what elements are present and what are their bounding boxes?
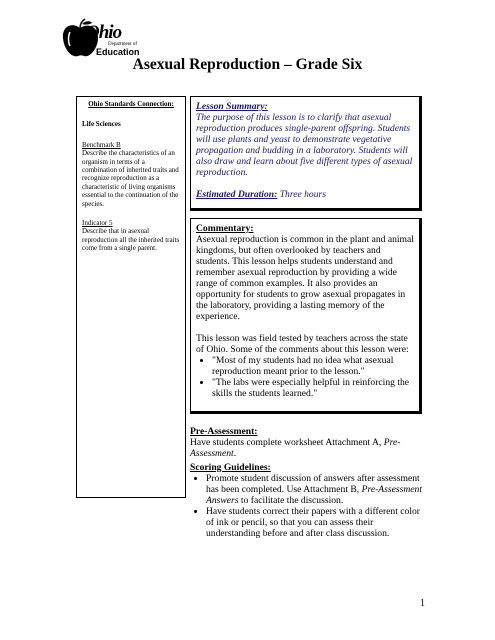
pre-assessment-section	[190, 426, 430, 459]
commentary-heading: Commentary:	[196, 223, 254, 234]
commentary-paragraph-2: This lesson was field tested by teachers across the state of Ohio. Some of the comments about this lesson were:	[196, 333, 409, 355]
summary-text: The purpose of this lesson is to clarify that asexual reproduction produces single-parent offspring. Students will use plants and yeast to demonstrate vegetative propagation and budding in a laboratory. Students will also draw and learn about five different types of asexual reproduction.	[196, 112, 413, 178]
indicator-text: Describe that in asexual reproduction all the inherited traits come from a single parent.	[82, 227, 180, 253]
subject-label: Life Sciences	[82, 120, 121, 129]
logo-state-name: Ohio	[86, 22, 122, 43]
standards-heading: Ohio Standards Connection:	[88, 100, 174, 108]
lesson-summary-box	[190, 96, 422, 211]
summary-heading: Lesson Summary:	[196, 101, 268, 112]
page-number: 1	[420, 598, 425, 609]
logo-department: Department of	[108, 42, 138, 47]
duration-label: Estimated Duration:	[196, 189, 278, 200]
benchmark-text: Describe the characteristics of an organism in terms of a combination of inherited traits and recognize reproduction as a characteristic of living organisms essential to the continuation of the species.	[82, 149, 179, 208]
duration-value: Three hours	[279, 189, 326, 200]
list-item: • "The labs were especially helpful in reinforcing the skills the students learned."	[212, 377, 414, 399]
pre-assessment-heading: Pre-Assessment:	[190, 426, 258, 437]
page-title: Asexual Reproduction – Grade Six	[132, 56, 363, 73]
indicator-label: Indicator 5	[82, 219, 113, 228]
list-item: • "Most of my students had no idea what asexual reproduction meant prior to the lesson."	[212, 355, 414, 377]
logo-agency: Education	[96, 47, 140, 57]
scoring-heading: Scoring Guidelines:	[190, 462, 271, 473]
pre-assessment-text: Have students complete worksheet Attachment A, Pre-Assessment.	[190, 437, 401, 459]
commentary-box	[190, 218, 422, 414]
benchmark-label: Benchmark B	[82, 140, 121, 149]
standards-sidebar	[76, 96, 186, 498]
commentary-paragraph-1: Asexual reproduction is common in the plant and animal kingdoms, but often overlooked by teachers and students. This lesson helps students understand and remember asexual reproduction by providing a wide range of common examples. It also provides an opportunity for students to grow asexual propagates in the laboratory, providing a lasting memory of the experience.	[196, 234, 414, 322]
list-item: • Promote student discussion of answers after assessment has been completed. Use Attachment B, Pre-Assessment Answers to facilitate the discussion.	[206, 473, 430, 506]
scoring-list	[190, 473, 430, 539]
scoring-guidelines-section	[190, 462, 430, 539]
commentary-quotes	[196, 355, 414, 399]
list-item: • Have students correct their papers with a different color of ink or pencil, so that you can assess their understanding before and after class discussion.	[206, 506, 430, 539]
